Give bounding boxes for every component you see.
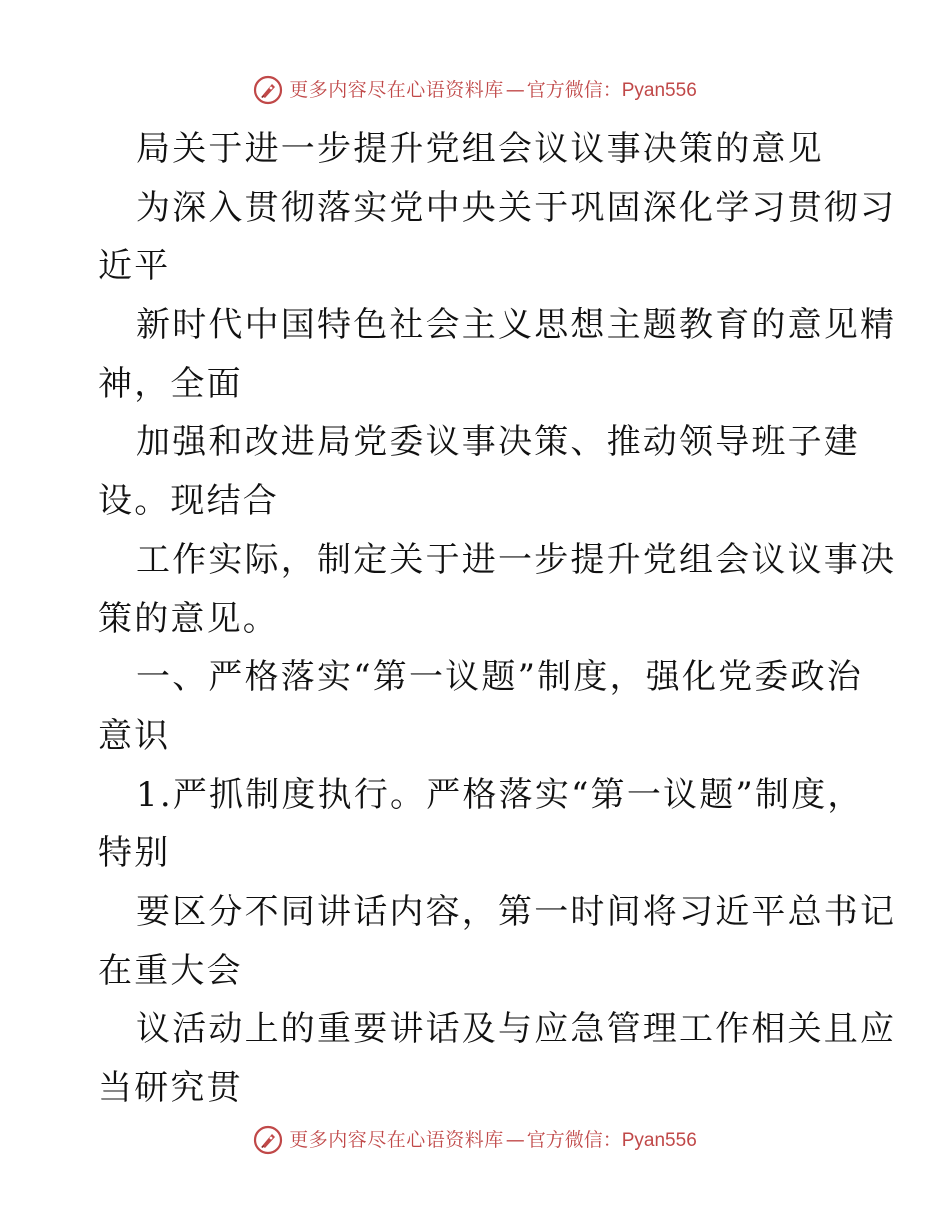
- watermark-dash: —: [505, 78, 525, 101]
- document-line: 设。现结合: [98, 481, 279, 522]
- document-line: 议活动上的重要讲话及与应急管理工作相关且应: [136, 1009, 897, 1050]
- document-line: 新时代中国特色社会主义思想主题教育的意见精: [136, 305, 897, 346]
- pen-nib-logo-icon: [253, 1125, 283, 1155]
- document-body: [98, 120, 897, 1118]
- document-line: 局关于进一步提升党组会议议事决策的意见: [136, 129, 824, 169]
- watermark-wechat-label: 官方微信：: [526, 78, 622, 101]
- document-line: 加强和改进局党委议事决策、推动领导班子建: [136, 422, 860, 463]
- document-line: 要区分不同讲话内容，第一时间将习近平总书记: [136, 891, 897, 932]
- document-line: 近平: [98, 246, 171, 287]
- pen-nib-logo-icon: [253, 75, 283, 105]
- footer-watermark: [0, 1120, 950, 1160]
- document-line: 一、严格落实“第一议题”制度，强化党委政治: [136, 657, 863, 698]
- watermark-dash: —: [505, 1128, 525, 1151]
- watermark-wechat-id: Pyan556: [621, 79, 697, 101]
- watermark-wechat-id: Pyan556: [621, 1129, 697, 1151]
- document-line: 当研究贯: [98, 1068, 243, 1108]
- watermark-wechat-label: 官方微信：: [526, 1128, 622, 1151]
- header-watermark: [0, 70, 950, 110]
- document-line: 工作实际，制定关于进一步提升党组会议议事决: [136, 539, 897, 580]
- document-line: 为深入贯彻落实党中央关于巩固深化学习贯彻习: [136, 187, 897, 228]
- document-line: 意识: [98, 715, 171, 756]
- document-line: 在重大会: [98, 950, 243, 991]
- document-line: 特别: [98, 833, 171, 874]
- document-line: 1.严抓制度执行。严格落实“第一议题”制度，: [136, 774, 864, 815]
- document-line: 策的意见。: [98, 598, 279, 639]
- document-line: 神，全面: [98, 363, 243, 404]
- watermark-main-text: 更多内容尽在心语资料库: [289, 78, 504, 101]
- watermark-main-text: 更多内容尽在心语资料库: [289, 1128, 504, 1151]
